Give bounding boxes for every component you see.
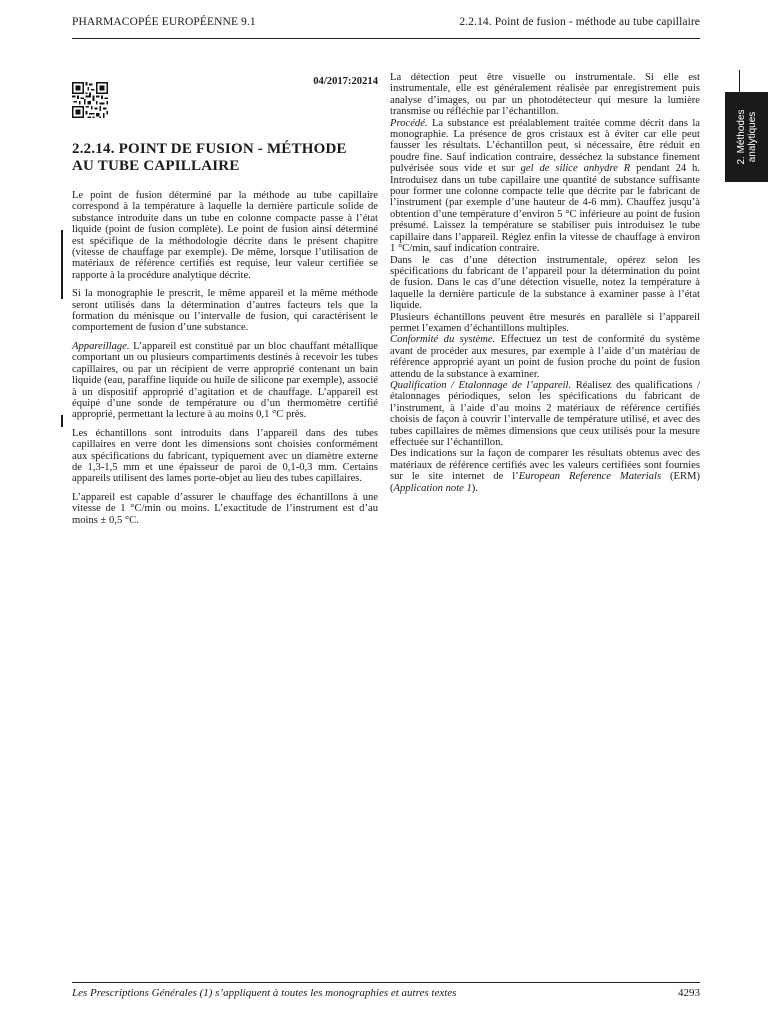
right-column xyxy=(390,72,700,494)
page-number: 4293 xyxy=(678,987,700,999)
paragraph: Des indications sur la façon de comparer les résultats obtenus avec des matériaux de référence certifiés avec les valeurs certifiées sont fournies sur le site internet de l’European Reference Materials (ERM) (Application note 1). xyxy=(390,448,700,494)
revision-bar xyxy=(61,415,63,427)
paragraph-heading: Appareillage. xyxy=(72,340,130,352)
side-tab-line xyxy=(739,70,740,92)
paragraph: Dans le cas d’une détection instrumentale, opérez selon les spécifications du fabricant de l’appareil pour la détermination du point de fusion. Dans le cas d’une détection visuelle, notez la température à laquelle la dernière particule de la substance à examiner passe à l’état liquide. xyxy=(390,254,700,312)
footer-rule xyxy=(72,982,700,983)
section-title: 2.2.14. POINT DE FUSION - MÉTHODE AU TUBE CAPILLAIRE xyxy=(72,141,347,174)
paragraph: Si la monographie le prescrit, le même appareil et la même méthode seront utilisés dans la détermination d’autres facteurs tels que la formation du ménisque ou l’intervalle de fusion, qui caractérisent le comportement de fusion d’une substance. xyxy=(72,288,378,334)
footer-note: Les Prescriptions Générales (1) s’appliquent à toutes les monographies et autres textes xyxy=(72,987,457,999)
header-right: 2.2.14. Point de fusion - méthode au tube capillaire xyxy=(459,16,700,28)
qr-code-icon xyxy=(72,82,108,118)
paragraph: Procédé. La substance est préalablement traitée comme décrit dans la monographie. La présence de gros cristaux est à éviter car elle peut fausser les résultats. L’échantillon peut, si nécessaire, être réduit en poudre fine. Sauf indication contraire, desséchez la substance finement pulvérisée sous vide et sur gel de silice anhydre R pendant 24 h. Introduisez dans un tube capillaire une quantité de substance suffisante pour former une colonne compacte telle que décrite par le fabricant de l’instrument (par exemple d’une hauteur de 4-6 mm). Chauffez jusqu’à obtention d’une température d’environ 5 °C inférieure au point de fusion présumé. Laissez la température se stabiliser puis introduisez le tube capillaire dans l’appareil. Réglez enfin la vitesse de chauffage à environ 1 °C/min, sauf indication contraire. xyxy=(390,117,700,255)
paragraph: L’appareil est capable d’assurer le chauffage des échantillons à une vitesse de 1 °C/min ou moins. L’exactitude de l’instrument est d’au moins ± 0,5 °C. xyxy=(72,491,378,526)
header-rule xyxy=(72,38,700,39)
left-column xyxy=(72,190,378,533)
reagent-name: gel de silice anhydre R xyxy=(520,163,631,175)
paragraph: La détection peut être visuelle ou instrumentale. Si elle est instrumentale, elle est généralement réalisée par enregistrement puis analyse d’images, ou par un photodétecteur qui mesure la lumière transmise ou réfléchie par l’échantillon. xyxy=(390,72,700,118)
erm-reference: European Reference Materials xyxy=(518,471,662,483)
paragraph: Conformité du système. Effectuez un test de conformité du système avant de procéder aux mesures, par exemple à l’aide d’un matériau de référence approprié ayant un point de fusion proche du point de fusion attendu de la substance à examiner. xyxy=(390,334,700,380)
side-tab xyxy=(725,92,768,182)
paragraph: Appareillage. L’appareil est constitué par un bloc chauffant métallique comportant un ou plusieurs compartiments destinés à recevoir les tubes capillaires, ou par un récipient de verre approprié contenant un bain liquide (eau, paraffine liquide ou huile de silicone par exemple), associé à un dispositif approprié d’agitation et de chauffage. L’appareil est équipé d’une sonde de température ou d’un thermomètre certifié approprié, permettant la lecture à au moins 0,1 °C près. xyxy=(72,340,378,421)
paragraph-heading: Qualification / Etalonnage de l’appareil. xyxy=(390,379,572,391)
page-header xyxy=(72,16,700,36)
paragraph: Le point de fusion déterminé par la méthode au tube capillaire correspond à la température à laquelle la dernière particule solide de substance introduite dans un tube en colonne compacte passe à l’état liquide (point de fusion complète). Le point de fusion ainsi déterminé est spécifique de la méthodologie décrite dans le présent chapitre (vitesse de chauffage par exemple). De même, lorsque l’utilisation de matériaux de référence certifiés est requise, leur valeur certifiée se rapporte à la procédure analytique décrite. xyxy=(72,190,378,281)
application-note-reference: Application note 1 xyxy=(393,482,472,494)
paragraph-heading: Conformité du système. xyxy=(390,334,496,346)
paragraph-heading: Procédé. xyxy=(390,117,428,129)
monograph-code: 04/2017:20214 xyxy=(313,76,378,87)
paragraph: Qualification / Etalonnage de l’appareil. Réalisez des qualifications / étalonnages périodiques, selon les spécifications du fabricant de l’instrument, à l’aide d’au moins 2 matériaux de référence certifiés choisis de façon à couvrir l’intervalle de température utilisé, et avec des tubes capillaires de mêmes dimensions que ceux utilisés pour la mesure effectuée sur l’échantillon. xyxy=(390,379,701,448)
paragraph: Plusieurs échantillons peuvent être mesurés en parallèle si l’appareil permet l’examen d’échantillons multiples. xyxy=(390,311,700,334)
side-tab-label: 2. Méthodes analytiques xyxy=(735,109,758,165)
revision-bar xyxy=(61,230,63,299)
paragraph: Les échantillons sont introduits dans l’appareil dans des tubes capillaires en verre dont les dimensions sont choisies conformément aux spécifications du fabricant, typiquement avec un diamètre externe de 1,3-1,5 mm et une épaisseur de paroi de 0,1-0,3 mm. Certains appareils utilisent des lames porte-objet au lieu des tubes capillaires. xyxy=(72,427,378,485)
header-left: PHARMACOPÉE EUROPÉENNE 9.1 xyxy=(72,16,256,28)
